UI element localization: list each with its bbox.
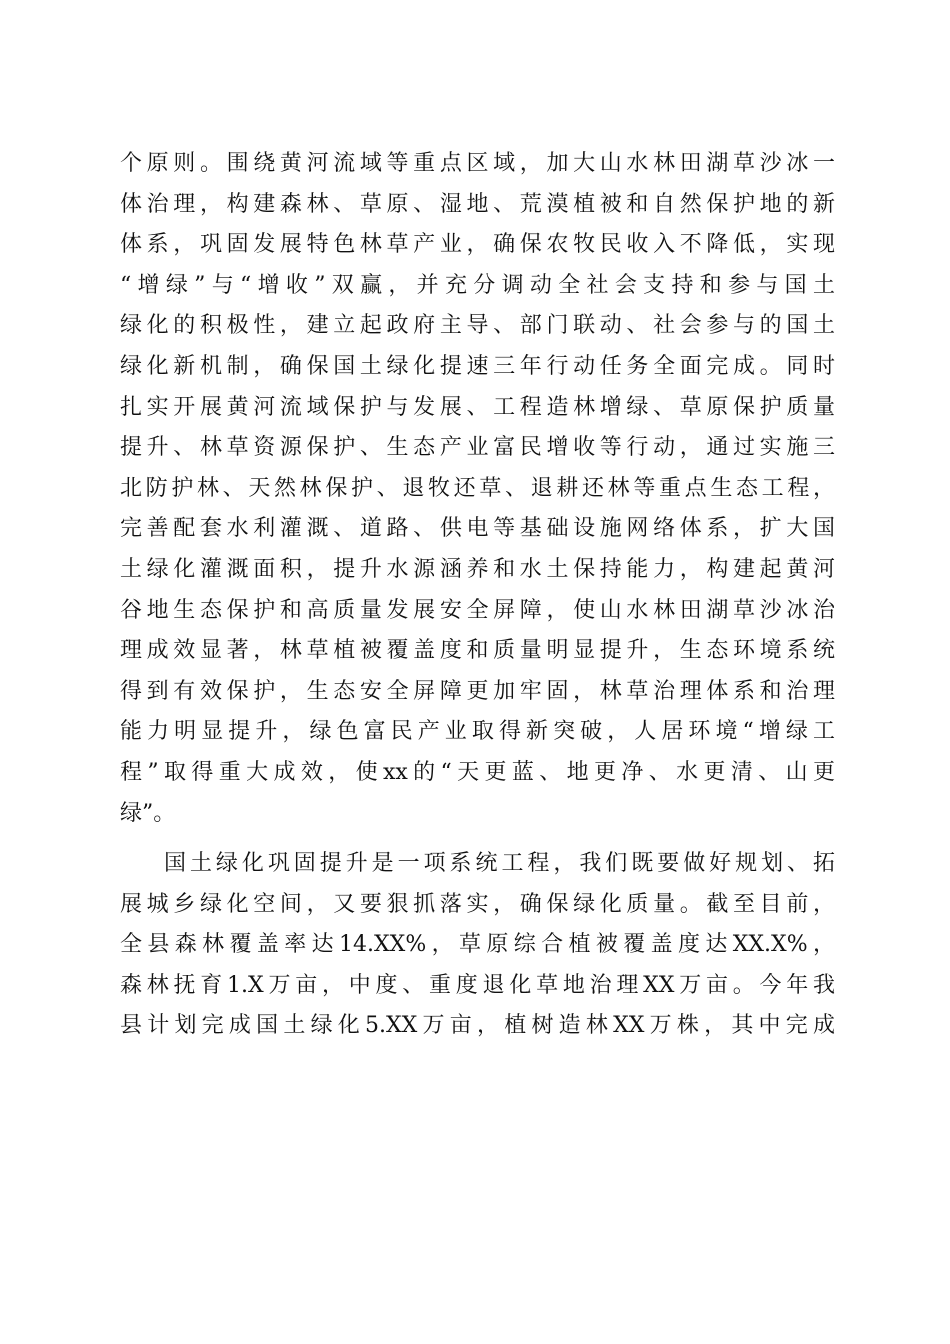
- text-line: 得到有效保护，生态安全屏障更加牢固，林草治理体系和治理: [120, 678, 835, 704]
- text-line: 土绿化灌溉面积，提升水源涵养和水土保持能力，构建起黄河: [120, 556, 835, 582]
- paragraph-gap: [120, 834, 835, 844]
- text-line: 绿化的积极性，建立起政府主导、部门联动、社会参与的国土: [120, 313, 835, 339]
- text-line: 体系，巩固发展特色林草产业，确保农牧民收入不降低，实现: [120, 232, 835, 258]
- text-line: 绿化新机制，确保国土绿化提速三年行动任务全面完成。同时: [120, 353, 835, 379]
- paragraph-1: [120, 144, 835, 834]
- text-line: 县计划完成国土绿化5.XX万亩，植树造林XX万株，其中完成: [120, 1013, 835, 1039]
- text-line: 全县森林覆盖率达14.XX%，草原综合植被覆盖度达XX.X%，: [120, 932, 835, 958]
- text-line: 理成效显著，林草植被覆盖度和质量明显提升，生态环境系统: [120, 638, 835, 664]
- text-line: 北防护林、天然林保护、退牧还草、退耕还林等重点生态工程，: [120, 475, 835, 501]
- text-line: “增绿”与“增收”双赢，并充分调动全社会支持和参与国土: [120, 272, 835, 298]
- text-line: 绿”。: [120, 800, 176, 826]
- text-line: 完善配套水利灌溉、道路、供电等基础设施网络体系，扩大国: [120, 516, 835, 542]
- text-line: 能力明显提升，绿色富民产业取得新突破，人居环境“增绿工: [120, 719, 835, 745]
- paragraph-2: [120, 844, 835, 1047]
- text-line: 提升、林草资源保护、生态产业富民增收等行动，通过实施三: [120, 435, 835, 461]
- text-line: 森林抚育1.X万亩，中度、重度退化草地治理XX万亩。今年我: [120, 972, 835, 998]
- text-line: 体治理，构建森林、草原、湿地、荒漠植被和自然保护地的新: [120, 191, 835, 217]
- text-line: 展城乡绿化空间，又要狠抓落实，确保绿化质量。截至目前，: [120, 891, 835, 917]
- text-line: 扎实开展黄河流域保护与发展、工程造林增绿、草原保护质量: [120, 394, 835, 420]
- text-line: 程”取得重大成效，使xx的“天更蓝、地更净、水更清、山更: [120, 759, 835, 785]
- text-line: 个原则。围绕黄河流域等重点区域，加大山水林田湖草沙冰一: [120, 151, 835, 176]
- body-text: [120, 144, 835, 1047]
- text-line: 国土绿化巩固提升是一项系统工程，我们既要做好规划、拓: [164, 851, 835, 877]
- text-line: 谷地生态保护和高质量发展安全屏障，使山水林田湖草沙冰治: [120, 597, 835, 623]
